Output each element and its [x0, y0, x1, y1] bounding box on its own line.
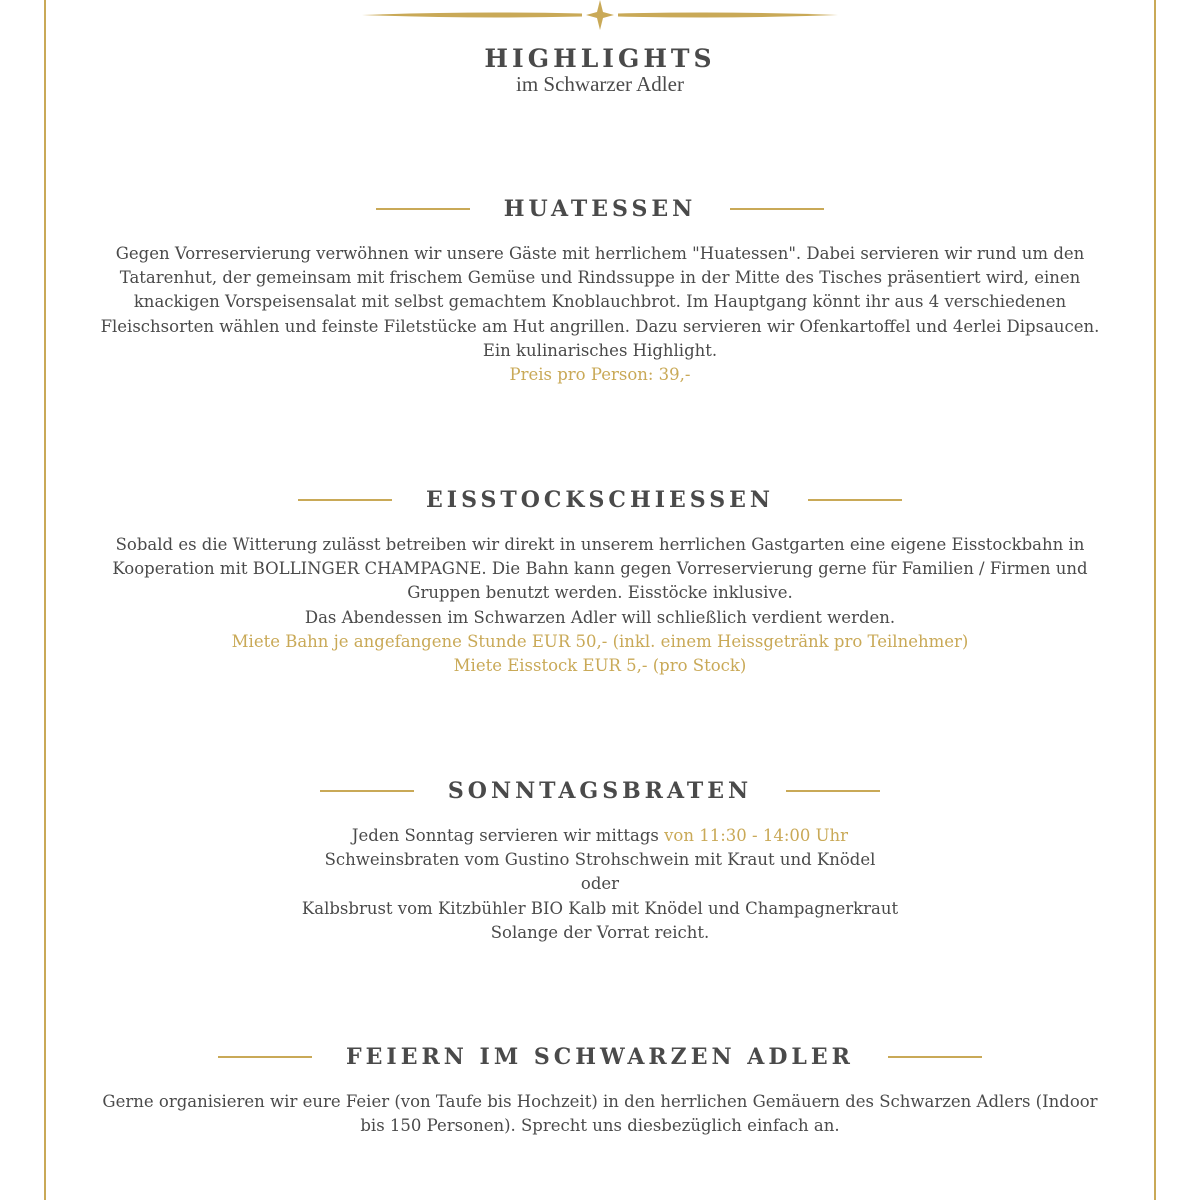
- heading-divider-right: [888, 1056, 982, 1058]
- section-heading-feiern: [0, 1042, 1200, 1072]
- price-line: Miete Bahn je angefangene Stunde EUR 50,- (inkl. einem Heissgetränk pro Teilnehmer): [231, 631, 969, 651]
- section-title: EISSTOCKSCHIESSEN: [426, 487, 774, 513]
- section-description: Gerne organisieren wir eure Feier (von Taufe bis Hochzeit) in den herrlichen Gemäuern des Schwarzen Adlers (Indoor bis 150 Personen). Sprecht uns diesbezüglich einfach an.: [102, 1092, 1098, 1136]
- dish-option: Kalbsbrust vom Kitzbühler BIO Kalb mit Knödel und Champagnerkraut: [301, 898, 899, 918]
- heading-divider-right: [730, 208, 824, 210]
- price-line: Miete Eisstock EUR 5,- (pro Stock): [453, 656, 747, 676]
- serving-time: von 11:30 - 14:00 Uhr: [664, 826, 849, 845]
- heading-divider-right: [808, 499, 902, 501]
- page-subtitle: im Schwarzer Adler: [516, 72, 684, 96]
- section-title: SONNTAGSBRATEN: [447, 778, 753, 804]
- section-heading-sonntagsbraten: [0, 776, 1200, 806]
- section-description: Sobald es die Witterung zulässt betreiben wir direkt in unserem herrlichen Gastgarten eine eigene Eisstockbahn in Kooperation mit BOLLINGER CHAMPAGNE. Die Bahn kann gegen Vorreservierung gerne für Familien / Firmen und Gruppen benutzt werden. Eisstöcke inklusive.: [112, 535, 1088, 603]
- section-body-sonntagsbraten: [90, 824, 1110, 945]
- serving-time-line: [90, 824, 1110, 848]
- left-border-line: [44, 0, 46, 1200]
- section-body-huatessen: [90, 242, 1110, 387]
- or-separator: oder: [580, 874, 620, 894]
- heading-divider-left: [218, 1056, 312, 1058]
- heading-divider-left: [320, 790, 414, 792]
- right-border-line: [1154, 0, 1156, 1200]
- section-description: Gegen Vorreservierung verwöhnen wir unsere Gäste mit herrlichem "Huatessen". Dabei servieren wir rund um den Tatarenhut, der gemeinsam mit frischem Gemüse und Rindssuppe in der Mitte des Tisches präsentiert wird, einen knackigen Vorspeisensalat mit selbst gemachtem Knoblauchbrot. Im Hauptgang könnt ihr aus 4 verschiedenen Fleischsorten wählen und feinste Filetstücke am Hut angrillen. Dazu servieren wir Ofenkartoffel und 4erlei Dipsaucen. Ein kulinarisches Highlight.: [100, 244, 1100, 360]
- page-title: HIGHLIGHTS: [484, 44, 716, 73]
- serving-intro: Jeden Sonntag servieren wir mittags: [351, 826, 665, 845]
- section-heading-huatessen: [0, 194, 1200, 224]
- section-title: HUATESSEN: [503, 196, 697, 222]
- section-heading-eisstockschiessen: [0, 485, 1200, 515]
- price-line: Preis pro Person: 39,-: [509, 365, 691, 385]
- section-title: FEIERN IM SCHWARZEN ADLER: [346, 1044, 854, 1070]
- section-body-feiern: [90, 1090, 1110, 1138]
- dish-option: Schweinsbraten vom Gustino Strohschwein mit Kraut und Knödel: [324, 850, 876, 870]
- section-description-extra: Das Abendessen im Schwarzen Adler will schließlich verdient werden.: [304, 607, 896, 627]
- star-divider-ornament: [360, 0, 840, 30]
- section-body-eisstockschiessen: [90, 533, 1110, 678]
- availability-note: Solange der Vorrat reicht.: [490, 922, 710, 942]
- heading-divider-right: [786, 790, 880, 792]
- heading-divider-left: [298, 499, 392, 501]
- heading-divider-left: [376, 208, 470, 210]
